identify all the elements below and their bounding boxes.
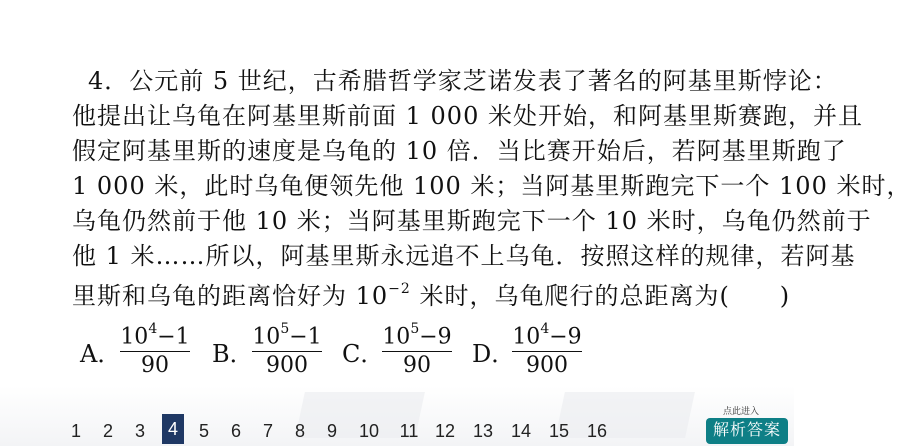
option-a-fraction	[120, 318, 190, 379]
problem-line-5: 乌龟仍然前于他 10 米；当阿基里斯跑完下一个 10 米时，乌龟仍然前于	[72, 207, 872, 235]
fraction-bar	[512, 351, 582, 352]
option-a-denominator: 90	[141, 353, 169, 379]
page-5[interactable]: 5	[198, 421, 209, 441]
problem-line-6: 他 1 米……所以，阿基里斯永远追不上乌龟．按照这样的规律，若阿基	[72, 242, 856, 270]
page-1[interactable]: 1	[70, 421, 81, 441]
page-13[interactable]: 13	[472, 421, 494, 441]
option-b-numerator: $10^5-1$	[252, 321, 322, 350]
option-c-denominator: 90	[403, 353, 431, 379]
option-b-fraction	[252, 318, 322, 379]
option-b-denominator: 900	[266, 353, 308, 379]
problem-line-7-after: 米时，乌龟爬行的总距离为( )	[410, 282, 791, 310]
problem-line-3: 假定阿基里斯的速度是乌龟的 10 倍．当比赛开始后，若阿基里斯跑了	[72, 137, 847, 165]
option-c-letter: C．	[342, 340, 385, 368]
fraction-bar	[252, 351, 322, 352]
problem-line-4: 1 000 米，此时乌龟便领先他 100 米；当阿基里斯跑完下一个 100 米时，	[72, 172, 911, 200]
exponent: −2	[388, 281, 411, 297]
answer-hint: 点此进入	[723, 406, 760, 416]
page-16[interactable]: 16	[586, 421, 608, 441]
problem-line-7	[72, 276, 790, 311]
problem-line-2: 他提出让乌龟在阿基里斯前面 1 000 米处开始，和阿基里斯赛跑，并且	[72, 102, 863, 130]
page-4-current[interactable]: 4	[162, 414, 184, 444]
answer-analysis-button[interactable]: 解析答案	[706, 418, 788, 444]
option-d-numerator: $10^4-9$	[512, 321, 582, 350]
option-d-fraction	[512, 318, 582, 379]
option-c-fraction	[382, 318, 452, 379]
option-d-letter: D．	[472, 340, 516, 368]
page-6[interactable]: 6	[230, 421, 241, 441]
fraction-bar	[120, 351, 190, 352]
page-15[interactable]: 15	[548, 421, 570, 441]
page-2[interactable]: 2	[102, 421, 113, 441]
option-c-numerator: $10^5-9$	[382, 321, 452, 350]
page-12[interactable]: 12	[434, 421, 456, 441]
fraction-bar	[382, 351, 452, 352]
option-a-numerator: $10^4-1$	[120, 321, 190, 350]
problem-line-7-before: 里斯和乌龟的距离恰好为 10	[72, 282, 389, 310]
problem-line-1: 4．公元前 5 世纪，古希腊哲学家芝诺发表了著名的阿基里斯悖论：	[88, 67, 838, 95]
page-9[interactable]: 9	[326, 421, 337, 441]
option-a-letter: A．	[80, 340, 122, 368]
page-14[interactable]: 14	[510, 421, 532, 441]
page-3[interactable]: 3	[134, 421, 145, 441]
option-d-denominator: 900	[526, 353, 568, 379]
decorative-panel	[555, 392, 695, 438]
page-7[interactable]: 7	[262, 421, 273, 441]
page-10[interactable]: 10	[358, 421, 380, 441]
page-8[interactable]: 8	[294, 421, 305, 441]
page-11[interactable]: 11	[399, 421, 419, 441]
option-b-letter: B．	[212, 340, 254, 368]
